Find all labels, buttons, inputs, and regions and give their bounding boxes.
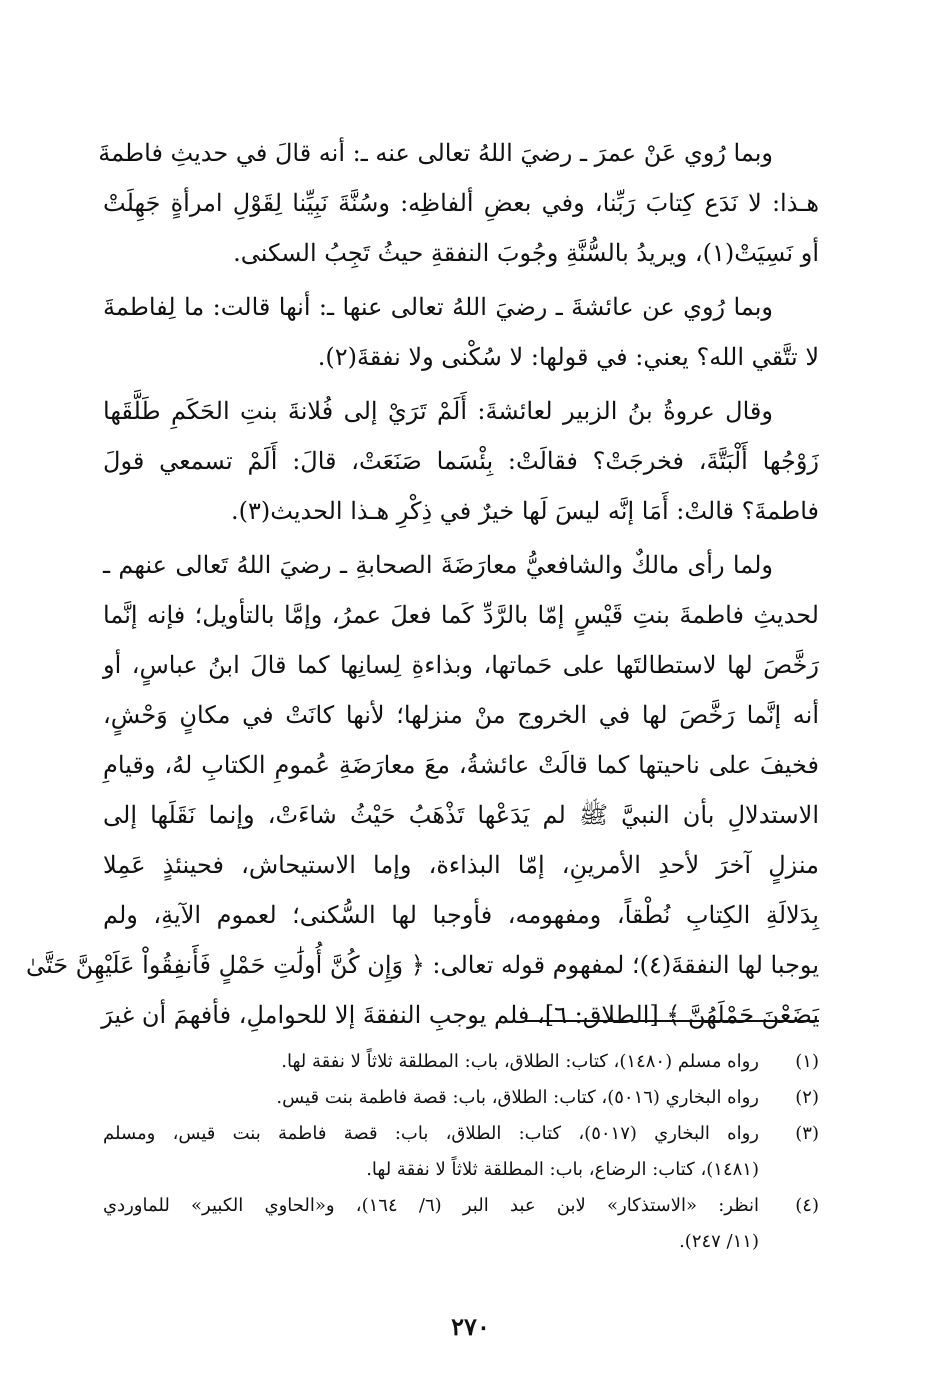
footnote-line: [103, 1080, 819, 1116]
text-line: وبما رُوي عن عائشةَ ـ رضيَ اللهُ تعالى عنها ـ: أنها قالت: ما لِفاطمةَ: [103, 293, 773, 321]
text-line: فخيفَ على ناحيتها كما قالَتْ عائشةُ، معَ معارَضَةِ عُمومِ الكتابِ لهُ، وقيامِ: [103, 751, 819, 779]
text-line: وبما رُوي عَنْ عمرَ ـ رضيَ اللهُ تعالى عنه ـ: أنه قالَ في حديثِ فاطمةَ: [98, 139, 773, 167]
text-line: بِدَلالَةِ الكِتابِ نُطْقاً، ومفهومه، فأوجبا لها السُّكنى؛ لعموم الآيةِ، ولم: [103, 901, 819, 929]
text-line: يوجبا لها النفقةَ(٤)؛ لمفهوم قوله تعالى: ﴿ وَإِن كُنَّ أُولَٰتِ حَمْلٍ فَأَنفِقُواْ عَلَيْهِنَّ حَتَّىٰ: [25, 951, 819, 979]
footnote-text: رواه مسلم (١٤٨٠)، كتاب: الطلاق، باب: المطلقة ثلاثاً لا نفقة لها.: [281, 1051, 759, 1072]
footnote: [103, 1080, 819, 1116]
paragraph: [103, 282, 819, 382]
text-line: زَوْجُها أَلْبَتَّةَ، فخرجَتْ؟ فقالَتْ: بِئْسَما صَنَعَتْ، قالَ: أَلَمْ تسمعي قولَ: [103, 447, 819, 475]
paragraph: [25, 540, 820, 1040]
text-line: هـذا: لا نَدَع كِتابَ رَبِّنا، وفي بعضِ ألفاظِه: وسُنَّةَ نَبِيِّنا لِقَوْلِ امرأةٍ جَهِلَتْ: [103, 189, 819, 217]
paragraph: [103, 386, 819, 536]
footnote-divider: [525, 1020, 819, 1022]
text-line: لا تتَّقي الله؟ يعني: في قولها: لا سُكْنى ولا نفقةَ(٢).: [317, 343, 819, 371]
footnote-text: رواه البخاري (٥٠١٧)، كتاب: الطلاق، باب: قصة فاطمة بنت قيس، ومسلم: [103, 1123, 759, 1144]
footnote: [103, 1044, 819, 1080]
footnote-line: [103, 1116, 819, 1152]
footnote: [103, 1116, 819, 1188]
text-line: وقال عروةُ بنُ الزبير لعائشةَ: أَلَمْ تَرَيْ إلى فُلانةَ بنتِ الحَكَمِ طَلَّقَها: [103, 397, 773, 425]
footnote-number: (٢): [795, 1087, 819, 1108]
footnote-line: [103, 1188, 819, 1224]
footnote-number: (٣): [795, 1123, 819, 1144]
footnote: [103, 1188, 819, 1260]
footnote-text: (١١/ ٢٤٧).: [679, 1231, 759, 1252]
text-line: يَضَعْنَ حَمْلَهُنَّ ﴾ [الطلاق: ٦]، فلم يوجبِ النفقةَ إلا للحواملِ، فأفهمَ أن غيرَ: [101, 1001, 819, 1029]
text-line: لحديثِ فاطمةَ بنتِ قَيْسٍ إمّا بالرَّدِّ كَما فعلَ عمرُ، وإمَّا بالتأويل؛ فإنه إنَّما: [103, 601, 819, 629]
footnotes: [103, 1044, 819, 1260]
text-line: ولما رأى مالكٌ والشافعيُّ معارَضَةَ الصحابةِ ـ رضيَ اللهُ تَعالى عنهم ـ: [103, 551, 773, 579]
text-line: أنه إنَّما رَخَّصَ لها في الخروج منْ منزلها؛ لأنها كانَتْ في مكانٍ وَحْشٍ،: [103, 701, 819, 729]
page-number: ٢٧٠: [451, 1312, 490, 1341]
main-text: [25, 128, 820, 1040]
footnote-number: (١): [795, 1051, 819, 1072]
paragraph: [98, 128, 819, 278]
footnote-text: انظر: «الاستذكار» لابن عبد البر (٦/ ١٦٤)، و«الحاوي الكبير» للماوردي: [103, 1195, 759, 1216]
text-line: أو نَسِيَتْ(١)، ويريدُ بالسُّنَّةِ وجُوبَ النفقةِ حيثُ تَجِبُ السكنى.: [233, 239, 819, 267]
text-line: فاطمةَ؟ قالتْ: أَمَا إنَّه ليسَ لَها خيرٌ في ذِكْرِ هـذا الحديث(٣).: [231, 497, 819, 525]
text-line: منزلٍ آخرَ لأحدِ الأمرينِ، إمّا البذاءة، وإما الاستيحاش، فحينئذٍ عَمِلا: [103, 851, 819, 879]
text-line: الاستدلالِ بأن النبيَّ ﷺ لم يَدَعْها تَذْهَبُ حَيْثُ شاءَتْ، وإنما نَقَلَها إلى: [103, 801, 819, 829]
footnote-text: رواه البخاري (٥٠١٦)، كتاب: الطلاق، باب: قصة فاطمة بنت قيس.: [276, 1087, 759, 1108]
text-line: رَخَّصَ لها لاستطالتَها على حَماتها، وبذاءةِ لِسانِها كما قالَ ابنُ عباسٍ، أو: [103, 651, 820, 679]
footnote-line: [103, 1044, 819, 1080]
footnote-number: (٤): [795, 1195, 819, 1216]
footnote-text: (١٤٨١)، كتاب: الرضاع، باب: المطلقة ثلاثاً لا نفقة لها.: [366, 1159, 759, 1180]
